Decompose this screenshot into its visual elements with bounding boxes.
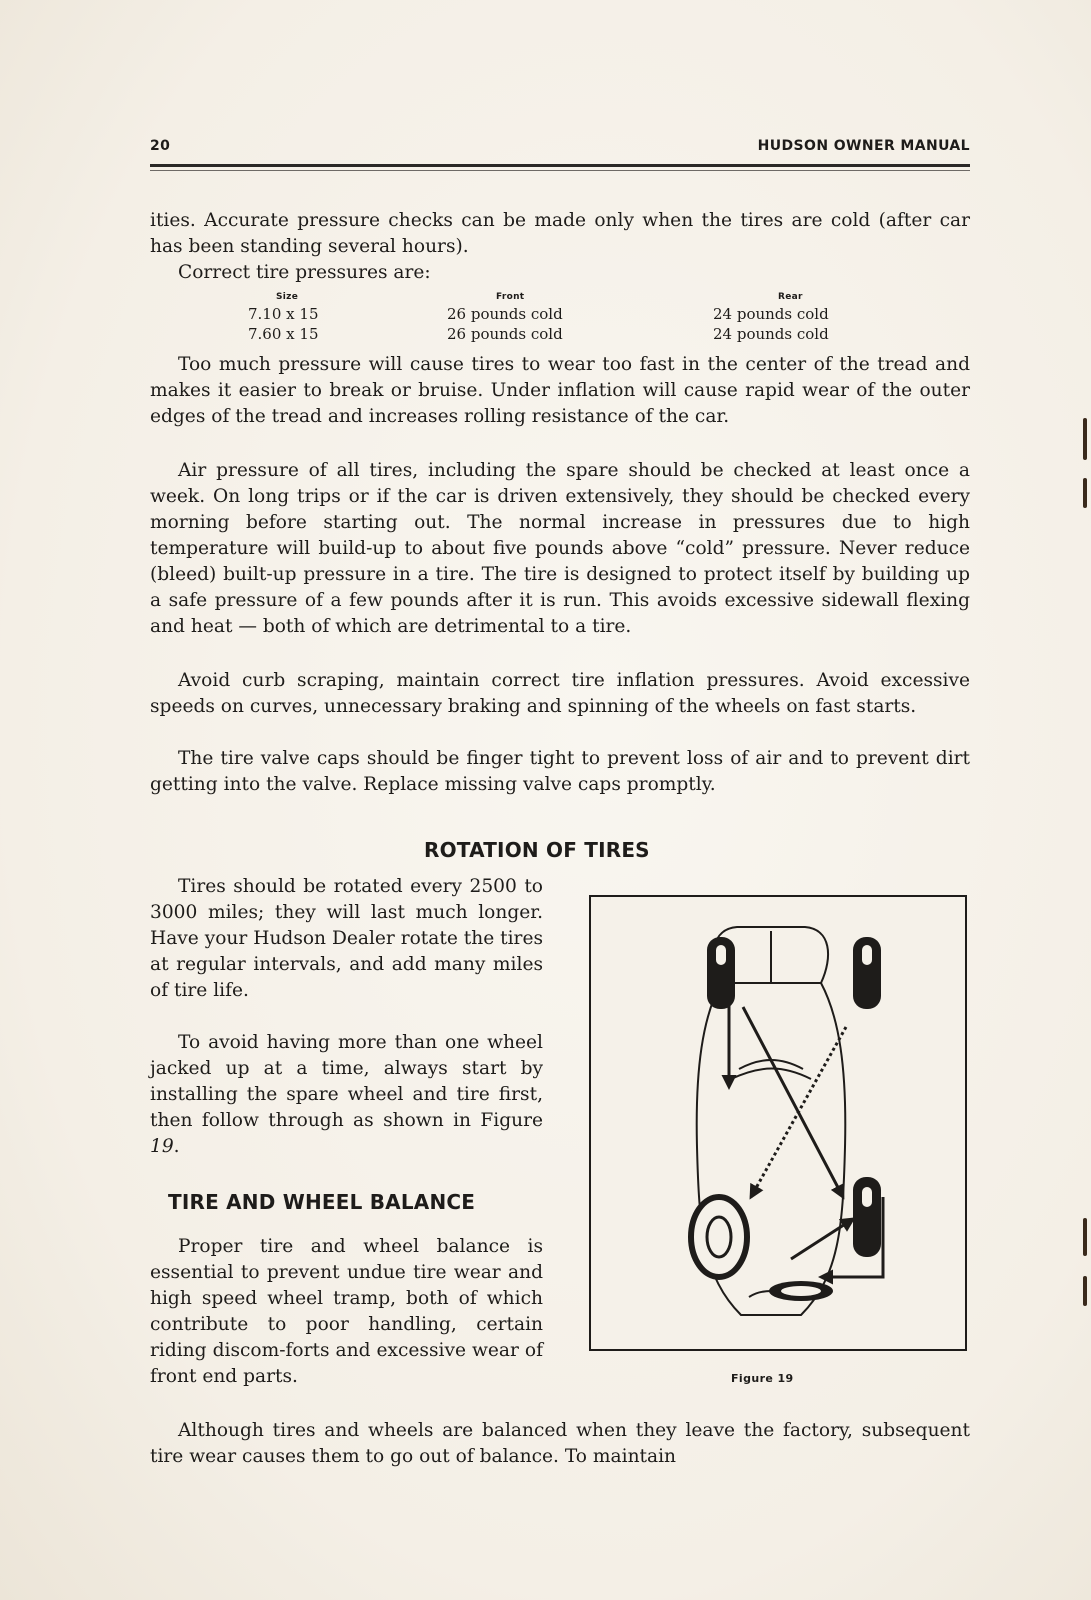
page-edge-mark: [1083, 418, 1087, 460]
curb-paragraph: Avoid curb scraping, maintain correct tire inflation pressures. Avoid excessive speeds on curves, unnecessary braking and spinning of the wheels on fast starts.: [150, 670, 970, 717]
pressure-intro: Correct tire pressures are:: [178, 262, 431, 283]
rotation-paragraph: Tires should be rotated every 2500 to 3000 miles; they will last much longer. Have your Hudson Dealer rotate the tires at regular intervals, and add many miles of tire life.: [150, 876, 543, 1001]
intro-paragraph: ities. Accurate pressure checks can be made only when the tires are cold (after car has been standing several hours).: [150, 210, 970, 257]
table-header-rear: Rear: [778, 292, 803, 302]
overpressure-paragraph: Too much pressure will cause tires to wear too fast in the center of the tread and makes it easier to break or bruise. Under inflation will cause rapid wear of the outer edges of the tread and increases rolling resistance of the car.: [150, 354, 970, 427]
rotation-steps-paragraph: [150, 1030, 543, 1160]
table-cell-rear: 24 pounds cold: [713, 305, 829, 323]
page-edge-mark: [1083, 1218, 1087, 1256]
header-rule: [150, 164, 970, 167]
table-cell-front: 26 pounds cold: [447, 305, 563, 323]
table-header-size: Size: [276, 292, 299, 302]
page-number: 20: [150, 138, 171, 154]
air-pressure-paragraph: Air pressure of all tires, including the spare should be checked at least once a week. On long trips or if the car is driven extensively, they should be checked every morning before starting out. The normal increase in pressures due to high temperature will build-up to about five pounds above “cold” pressure. Never reduce (bleed) built-up pressure in a tire. The tire is designed to protect itself by building up a safe pressure of a few pounds after it is run. This avoids excessive sidewall flexing and heat — both of which are detrimental to a tire.: [150, 460, 970, 637]
table-cell-size: 7.60 x 15: [248, 325, 319, 343]
tire-pressure-table: [150, 292, 970, 346]
figure-19-box: [589, 895, 967, 1351]
spare-tire-icon: [691, 1197, 833, 1301]
header-rule-thin: [150, 170, 970, 171]
running-header: [150, 138, 970, 158]
tire-rotation-diagram: [591, 897, 965, 1349]
table-cell-front: 26 pounds cold: [447, 325, 563, 343]
rotation-heading: ROTATION OF TIRES: [424, 838, 650, 862]
header-title: HUDSON OWNER MANUAL: [757, 138, 970, 154]
figure-reference: 19: [150, 1136, 174, 1157]
rotation-steps-text: To avoid having more than one wheel jacked up at a time, always start by installing the spare wheel and tire first, then follow through as shown in Figure: [150, 1032, 543, 1131]
rotation-steps-end: .: [173, 1136, 180, 1157]
page-edge-mark: [1083, 1276, 1087, 1306]
balance-paragraph: Proper tire and wheel balance is essential to prevent undue tire wear and high speed wheel tramp, both of which contribute to poor handling, certain riding discom-forts and excessive wear of front end parts.: [150, 1236, 543, 1387]
figure-caption: Figure 19: [731, 1372, 794, 1385]
balance-continuation-paragraph: Although tires and wheels are balanced when they leave the factory, subsequent tire wear causes them to go out of balance. To maintain: [150, 1420, 970, 1467]
table-header-front: Front: [496, 292, 525, 302]
valve-caps-paragraph: The tire valve caps should be finger tight to prevent loss of air and to prevent dirt getting into the valve. Replace missing valve caps promptly.: [150, 748, 970, 795]
table-cell-rear: 24 pounds cold: [713, 325, 829, 343]
table-cell-size: 7.10 x 15: [248, 305, 319, 323]
page-edge-mark: [1083, 478, 1087, 508]
balance-heading: TIRE AND WHEEL BALANCE: [168, 1190, 476, 1214]
